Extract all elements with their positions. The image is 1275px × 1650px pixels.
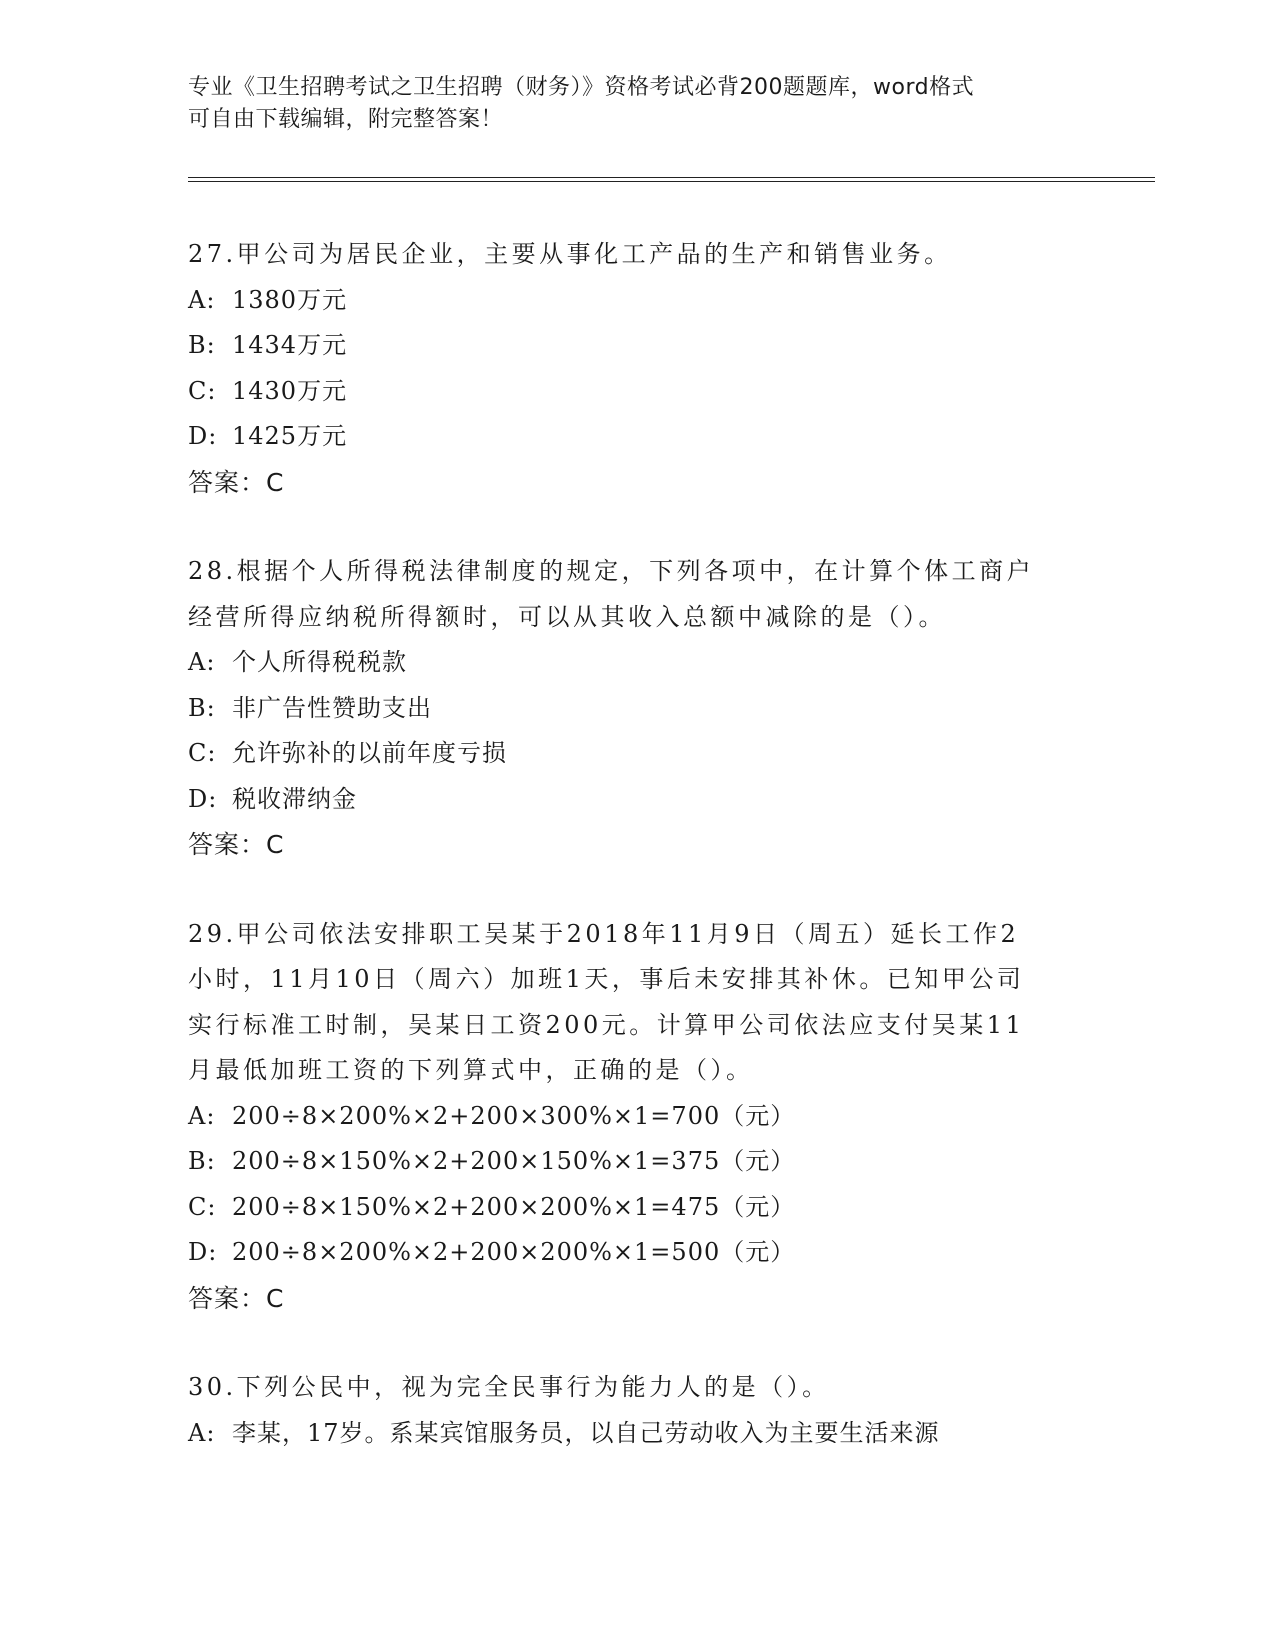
option-letter: D: — [188, 784, 218, 813]
option-text: 1380万元 — [232, 285, 348, 314]
question-text-line: 实行标准工时制，吴某日工资200元。计算甲公司依法应支付吴某11 — [188, 1010, 1025, 1039]
document-header — [188, 72, 1068, 136]
option-a — [188, 1094, 1088, 1140]
option-b — [188, 1139, 1088, 1185]
option-b — [188, 323, 1088, 369]
option-text: 1425万元 — [232, 422, 348, 450]
question-27 — [188, 232, 1088, 505]
option-text: 非广告性赞助支出 — [232, 693, 432, 722]
option-letter: A: — [188, 285, 216, 314]
answer-line: 答案：C — [188, 1283, 285, 1313]
option-text: 1430万元 — [232, 376, 348, 405]
option-letter: C: — [188, 739, 217, 767]
option-letter: D: — [188, 1238, 218, 1266]
question-29 — [188, 912, 1088, 1322]
option-text: 200÷8×200%×2+200×200%×1=500（元） — [232, 1238, 796, 1266]
option-a — [188, 640, 1088, 686]
option-a — [188, 1411, 1088, 1457]
header-line-1: 专业《卫生招聘考试之卫生招聘（财务）》资格考试必背200题题库，word格式 — [188, 75, 975, 100]
option-text: 个人所得税税款 — [232, 648, 407, 676]
option-b — [188, 686, 1088, 732]
option-letter: D: — [188, 422, 218, 450]
option-d — [188, 414, 1088, 460]
option-letter: A: — [188, 648, 216, 676]
option-c — [188, 369, 1088, 415]
question-text-line: 27.甲公司为居民企业，主要从事化工产品的生产和销售业务。 — [188, 240, 952, 268]
question-text-line: 小时，11月10日（周六）加班1天，事后未安排其补休。已知甲公司 — [188, 965, 1025, 993]
option-letter: B: — [188, 1147, 216, 1175]
option-c — [188, 731, 1088, 777]
question-text-line: 30.下列公民中，视为完全民事行为能力人的是（）。 — [188, 1373, 830, 1401]
option-text: 税收滞纳金 — [232, 784, 357, 813]
option-a — [188, 278, 1088, 324]
option-text: 200÷8×150%×2+200×150%×1=375（元） — [232, 1147, 796, 1175]
option-c — [188, 1185, 1088, 1231]
option-letter: C: — [188, 376, 217, 405]
header-line-2: 可自由下载编辑，附完整答案！ — [188, 107, 504, 132]
answer-line: 答案：C — [188, 830, 285, 859]
question-text-line: 经营所得应纳税所得额时，可以从其收入总额中减除的是（）。 — [188, 602, 946, 631]
option-text: 200÷8×150%×2+200×200%×1=475（元） — [232, 1192, 796, 1221]
option-letter: B: — [188, 331, 216, 359]
option-letter: C: — [188, 1192, 217, 1221]
header-divider — [188, 177, 1155, 182]
answer-line: 答案：C — [188, 467, 285, 497]
option-text: 李某，17岁。系某宾馆服务员，以自己劳动收入为主要生活来源 — [232, 1418, 940, 1447]
option-d — [188, 777, 1088, 823]
option-letter: A: — [188, 1101, 216, 1130]
question-text-line: 28.根据个人所得税法律制度的规定，下列各项中，在计算个体工商户 — [188, 557, 1035, 585]
question-28 — [188, 549, 1088, 868]
option-letter: A: — [188, 1418, 216, 1447]
option-letter: B: — [188, 693, 216, 722]
question-text-line: 29.甲公司依法安排职工吴某于2018年11月9日（周五）延长工作2 — [188, 919, 1020, 948]
question-30 — [188, 1365, 1088, 1456]
question-list — [188, 232, 1088, 1500]
question-text-line: 月最低加班工资的下列算式中，正确的是（）。 — [188, 1056, 754, 1084]
option-d — [188, 1230, 1088, 1276]
option-text: 1434万元 — [232, 331, 348, 359]
option-text: 允许弥补的以前年度亏损 — [232, 739, 507, 767]
option-text: 200÷8×200%×2+200×300%×1=700（元） — [232, 1101, 796, 1130]
